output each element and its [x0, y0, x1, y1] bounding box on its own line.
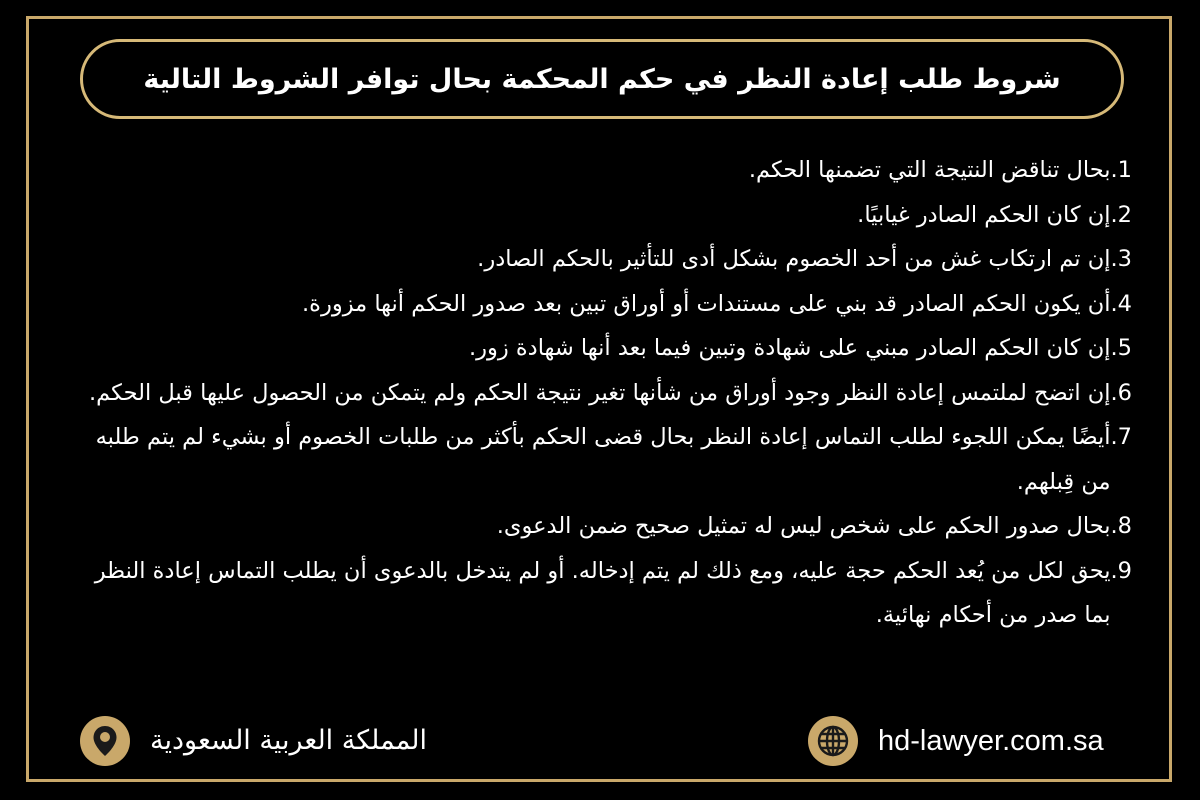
item-number: 2.	[1110, 201, 1132, 228]
list-item	[70, 326, 1132, 371]
item-text: إن كان الحكم الصادر مبني على شهادة وتبين فيما بعد أنها شهادة زور.	[468, 335, 1111, 361]
page-title: شروط طلب إعادة النظر في حكم المحكمة بحال توافر الشروط التالية	[143, 63, 1061, 95]
website-link[interactable]: hd-lawyer.com.sa	[878, 725, 1104, 757]
item-number: 4.	[1110, 290, 1132, 317]
item-number: 3.	[1110, 246, 1132, 272]
item-text: بحال صدور الحكم على شخص ليس له تمثيل صحيح ضمن الدعوى.	[496, 513, 1111, 539]
list-item	[70, 415, 1132, 504]
item-number: 1.	[1110, 157, 1132, 183]
list-item	[70, 237, 1132, 282]
item-text: يحق لكل من يُعد الحكم حجة عليه، ومع ذلك لم يتم إدخاله. أو لم يتدخل بالدعوى أن يطلب التماس إعادة النظر بما صدر من أحكام نهائية.	[94, 557, 1111, 628]
item-text: بحال تناقض النتيجة التي تضمنها الحكم.	[748, 157, 1111, 183]
item-number: 5.	[1110, 335, 1132, 361]
item-number: 7.	[1110, 424, 1132, 450]
list-item	[70, 549, 1132, 638]
globe-icon	[808, 716, 858, 766]
item-number: 8.	[1110, 513, 1132, 539]
title-banner	[80, 39, 1124, 119]
list-item	[70, 371, 1132, 416]
list-item	[70, 148, 1132, 193]
item-text: إن اتضح لملتمس إعادة النظر وجود أوراق من شأنها تغير نتيجة الحكم ولم يتمكن من الحصول عليها قبل الحكم.	[89, 379, 1111, 406]
location-text: المملكة العربية السعودية	[150, 725, 428, 756]
item-text: إن كان الحكم الصادر غيابيًا.	[857, 201, 1111, 228]
item-text: أن يكون الحكم الصادر قد بني على مستندات أو أوراق تبين بعد صدور الحكم أنها مزورة.	[302, 290, 1111, 317]
footer	[0, 710, 1200, 774]
item-number: 6.	[1110, 379, 1132, 406]
conditions-list	[70, 148, 1132, 638]
item-text: إن تم ارتكاب غش من أحد الخصوم بشكل أدى للتأثير بالحكم الصادر.	[477, 246, 1111, 272]
item-number: 9.	[1110, 557, 1132, 584]
map-pin-icon	[80, 716, 130, 766]
list-item	[70, 193, 1132, 238]
list-item	[70, 282, 1132, 327]
item-text: أيضًا يمكن اللجوء لطلب التماس إعادة النظر بحال قضى الحكم بأكثر من طلبات الخصوم أو بشيء لم يتم طلبه من قِبلهم.	[95, 424, 1111, 495]
list-item	[70, 504, 1132, 549]
